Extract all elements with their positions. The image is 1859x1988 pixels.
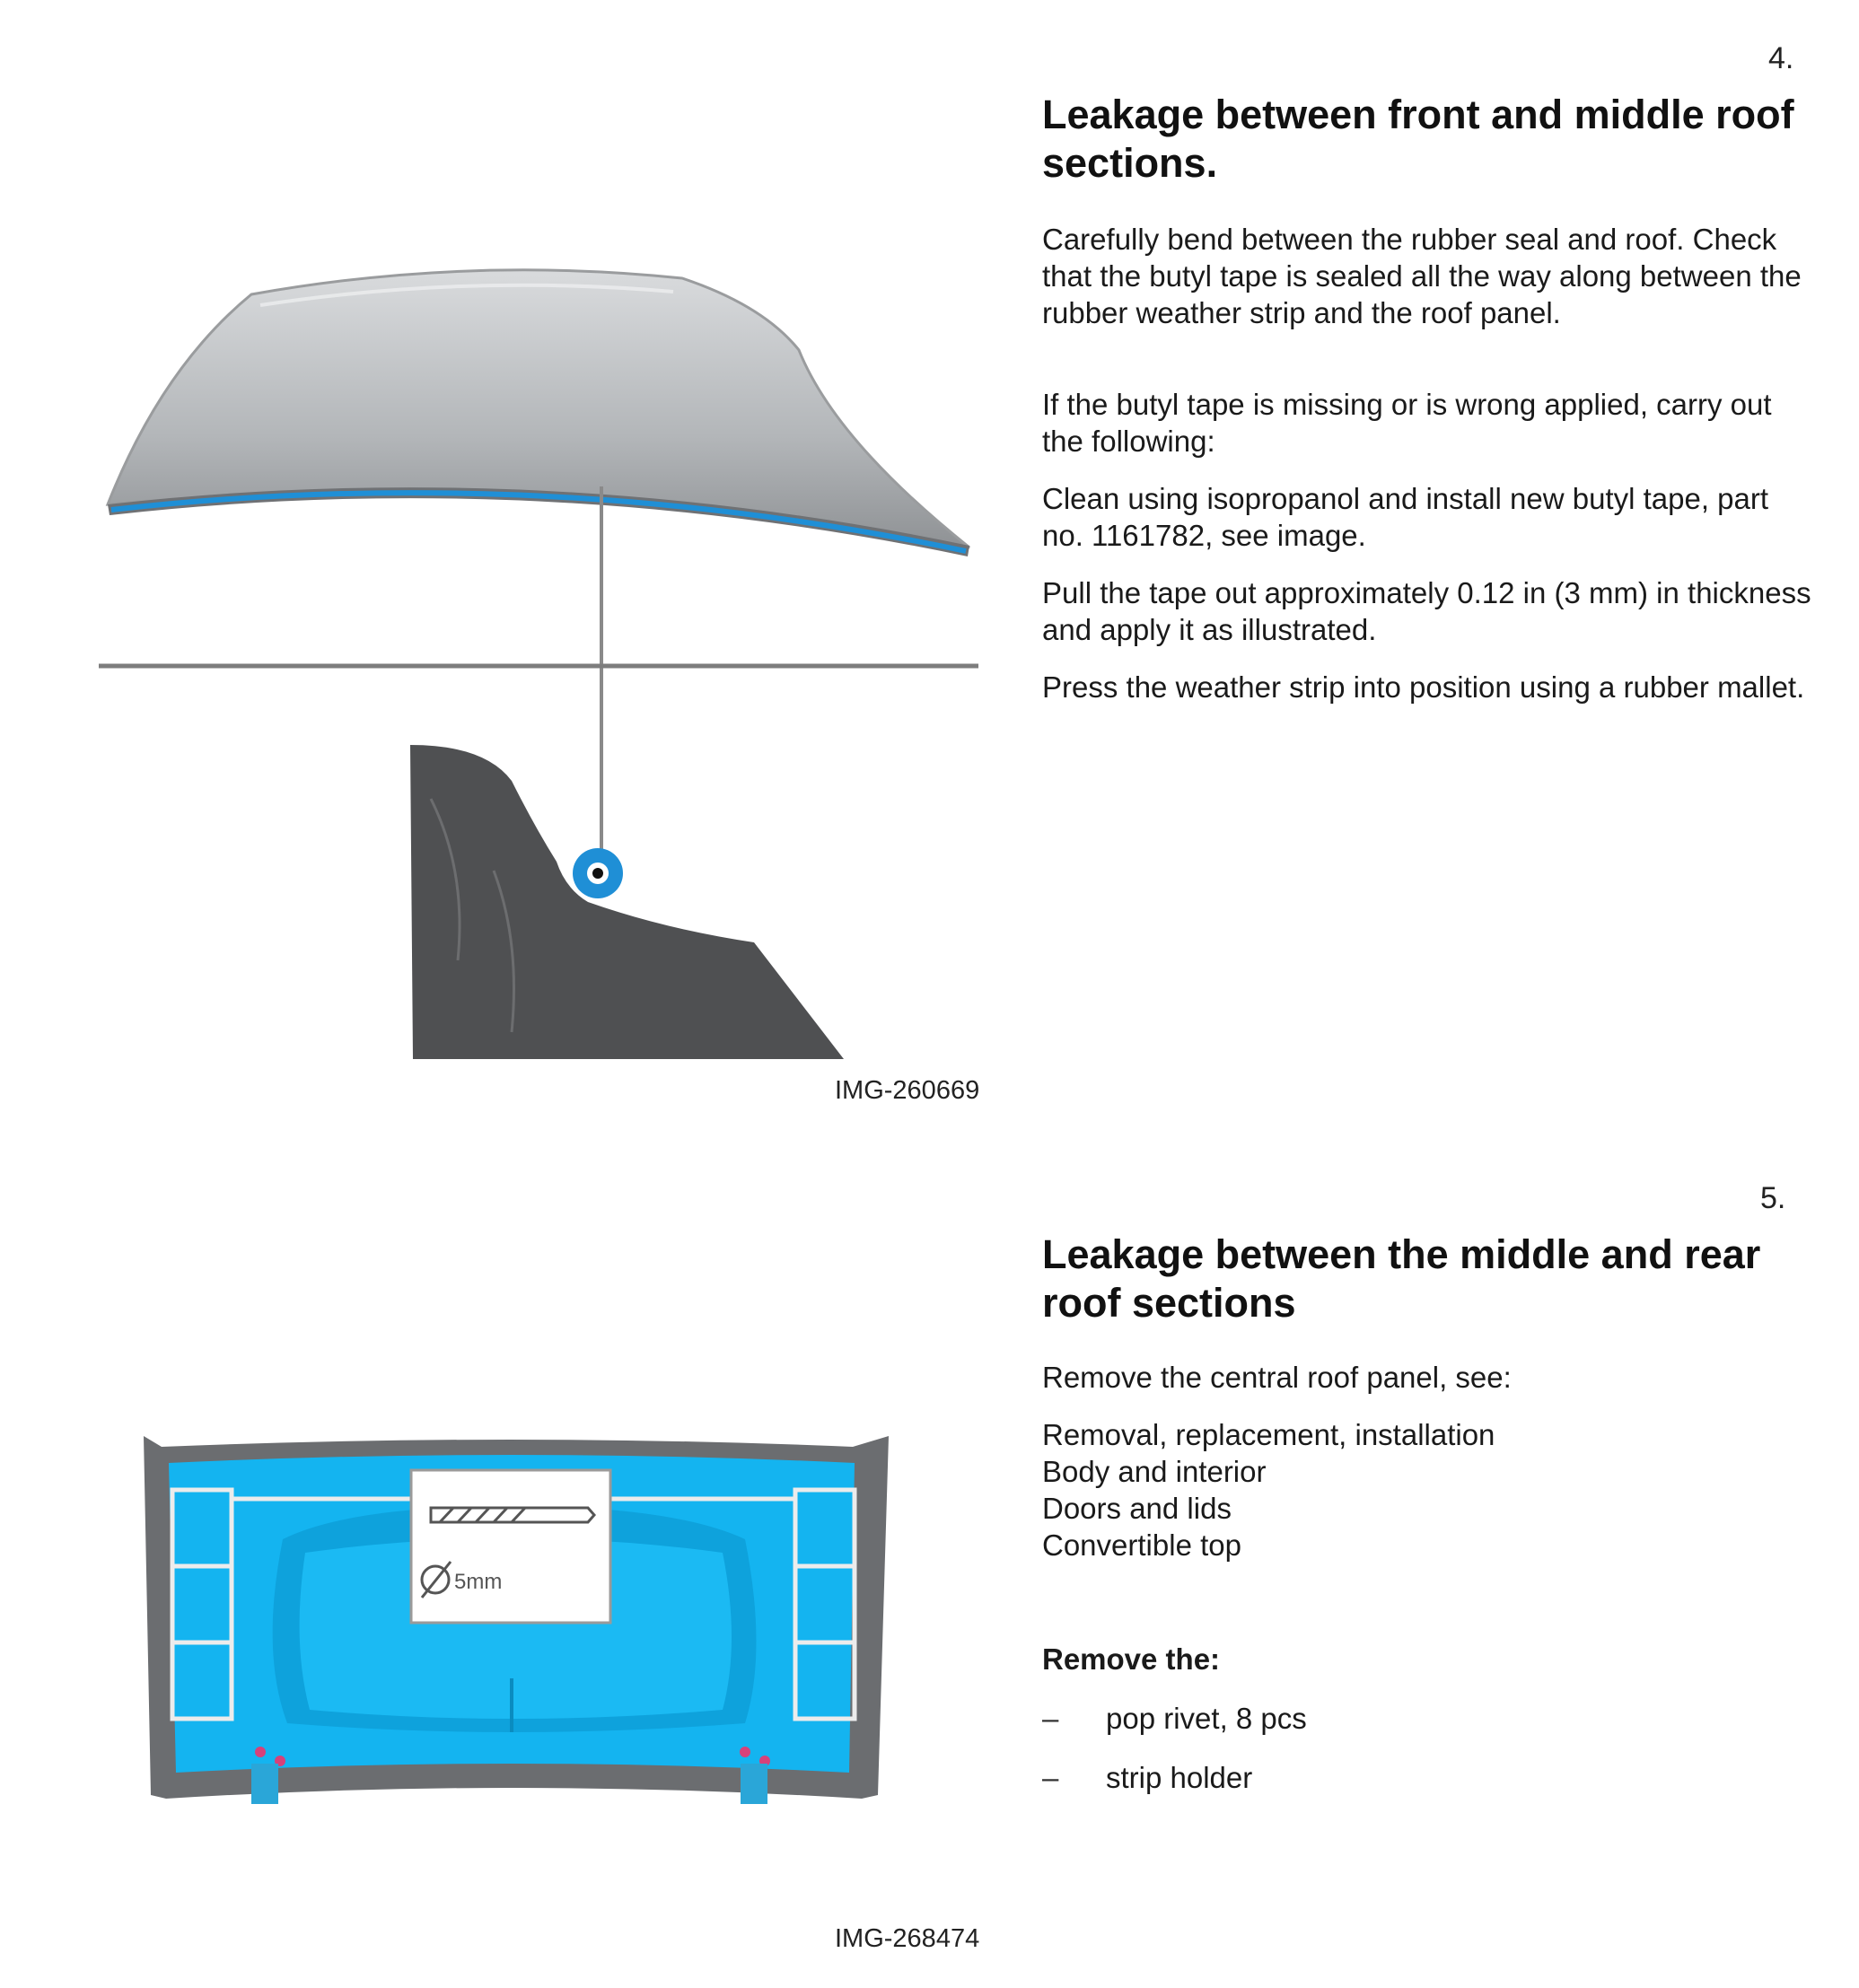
- roof-panel: [108, 270, 969, 547]
- roof-panel-illustration: [126, 1427, 907, 1813]
- reference-list: [1042, 1416, 1814, 1563]
- instruction-paragraph: Pull the tape out approximately 0.12 in (3 mm) in thickness and apply it as illustrated.: [1042, 576, 1811, 646]
- rivet-marker: [740, 1747, 750, 1757]
- drill-size-label: 5mm: [454, 1570, 503, 1594]
- reference-line: Removal, replacement, installation: [1042, 1418, 1495, 1451]
- reference-line: Doors and lids: [1042, 1492, 1232, 1525]
- step-number: 5.: [1760, 1181, 1786, 1215]
- roof-seal-illustration: [90, 242, 987, 1068]
- seal-cross-section: [410, 745, 844, 1059]
- reference-line: Body and interior: [1042, 1455, 1267, 1488]
- reference-line: Convertible top: [1042, 1528, 1241, 1562]
- instruction-paragraph: Clean using isopropanol and install new butyl tape, part no. 1161782, see image.: [1042, 482, 1769, 552]
- image-caption: IMG-260669: [835, 1076, 980, 1105]
- list-dash: –: [1042, 1761, 1059, 1794]
- drill-bit-icon: [431, 1508, 594, 1522]
- remove-label: Remove the:: [1042, 1642, 1221, 1676]
- instruction-paragraph: If the butyl tape is missing or is wrong applied, carry out the following:: [1042, 388, 1772, 458]
- instruction-paragraph: Carefully bend between the rubber seal and roof. Check that the butyl tape is sealed all the way along between the rubber weather strip and the roof panel.: [1042, 223, 1802, 329]
- rivet-marker: [255, 1747, 266, 1757]
- list-item: pop rivet, 8 pcs: [1106, 1702, 1307, 1735]
- list-item: strip holder: [1106, 1761, 1253, 1794]
- drill-callout: [411, 1470, 610, 1623]
- step-heading: Leakage between the middle and rear roof sections: [1042, 1231, 1761, 1326]
- instruction-paragraph: Press the weather strip into position using a rubber mallet.: [1042, 670, 1805, 704]
- list-dash: –: [1042, 1702, 1059, 1735]
- instruction-paragraph: Remove the central roof panel, see:: [1042, 1361, 1512, 1394]
- step-heading: Leakage between front and middle roof sections.: [1042, 92, 1794, 186]
- image-caption: IMG-268474: [835, 1924, 980, 1953]
- mount-bracket: [251, 1764, 278, 1804]
- mount-bracket: [741, 1764, 767, 1804]
- step-number: 4.: [1768, 41, 1794, 75]
